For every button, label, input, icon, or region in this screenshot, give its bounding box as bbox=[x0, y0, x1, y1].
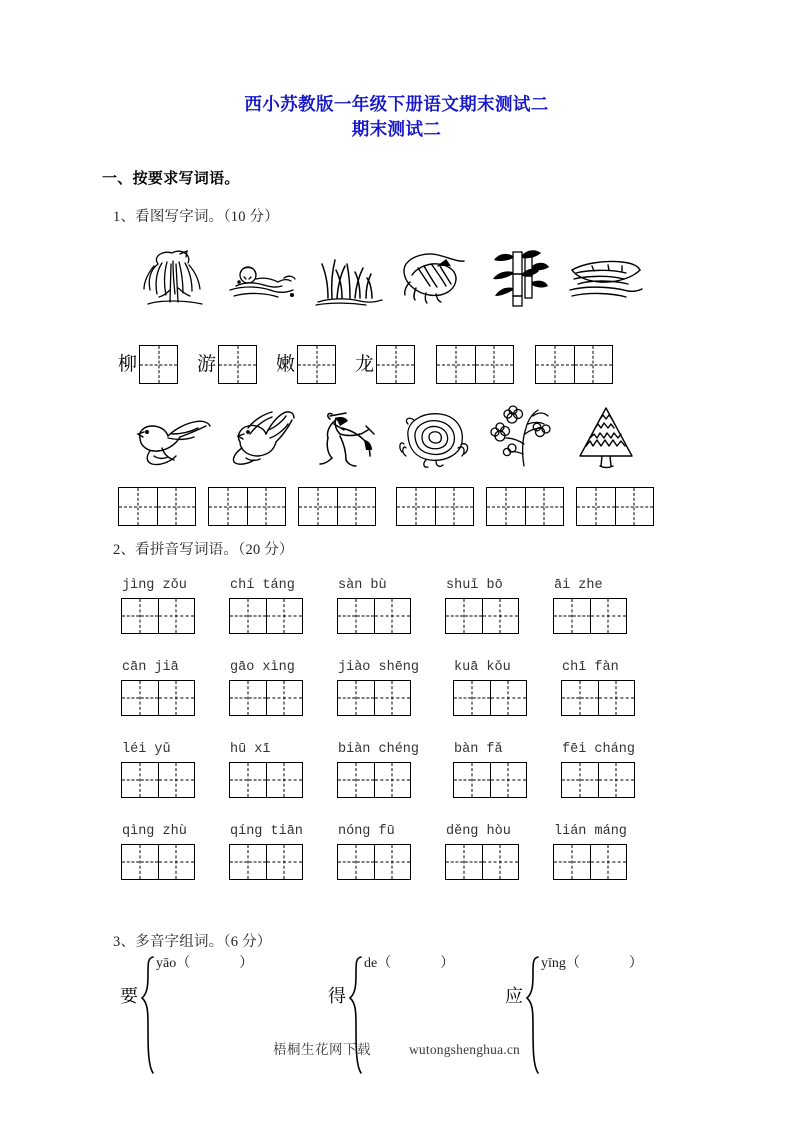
tianzige-box[interactable] bbox=[229, 762, 303, 798]
picture-row-2 bbox=[128, 404, 648, 470]
tianzige-box[interactable] bbox=[453, 762, 527, 798]
question-3-heading: 3、多音字组词。（6 分） bbox=[113, 934, 272, 950]
tianzige-box[interactable] bbox=[486, 487, 564, 526]
duoyinzi-reading-line[interactable]: de（ ） bbox=[364, 956, 455, 971]
tianzige-box[interactable] bbox=[121, 598, 195, 634]
pinyin-row-3 bbox=[121, 742, 635, 798]
pinyin-label: bàn fǎ bbox=[454, 742, 503, 757]
tianzige-box[interactable] bbox=[445, 844, 519, 880]
section-1-heading: 一、按要求写词语。 bbox=[102, 170, 240, 187]
pinyin-row-1 bbox=[121, 578, 627, 634]
shrimp-icon bbox=[392, 246, 478, 308]
pinyin-item bbox=[337, 742, 419, 798]
tree-rings-nest-icon bbox=[392, 404, 478, 470]
pinyin-label: děng hòu bbox=[446, 824, 511, 839]
duoyinzi-row bbox=[0, 955, 793, 1115]
flying-bird-icon bbox=[220, 404, 306, 470]
pinyin-item bbox=[229, 742, 303, 798]
tianzige-box[interactable] bbox=[337, 762, 411, 798]
tianzige-box[interactable] bbox=[218, 345, 257, 384]
tianzige-box[interactable] bbox=[121, 844, 195, 880]
pinyin-item bbox=[229, 660, 303, 716]
pinyin-row-2 bbox=[121, 660, 635, 716]
pinyin-item bbox=[229, 824, 303, 880]
tianzige-box[interactable] bbox=[376, 345, 415, 384]
duoyinzi-reading-line[interactable]: yāo（ ） bbox=[156, 956, 254, 971]
footer bbox=[0, 1038, 793, 1059]
picture-row-1 bbox=[128, 246, 648, 308]
tianzige-box[interactable] bbox=[337, 844, 411, 880]
pinyin-item bbox=[561, 742, 635, 798]
pinyin-item bbox=[229, 578, 303, 634]
tianzige-box[interactable] bbox=[337, 598, 411, 634]
question-2-heading: 2、看拼音写词语。（20 分） bbox=[113, 542, 294, 558]
footer-site-url: wutongshenghua.cn bbox=[408, 1042, 520, 1057]
tianzige-box[interactable] bbox=[553, 598, 627, 634]
tianzige-box[interactable] bbox=[298, 487, 376, 526]
tianzige-box[interactable] bbox=[553, 844, 627, 880]
answer-group bbox=[535, 345, 613, 384]
tianzige-box[interactable] bbox=[121, 762, 195, 798]
boat-icon bbox=[564, 246, 648, 308]
duoyinzi-char: 应 bbox=[505, 986, 523, 1006]
pinyin-item bbox=[453, 742, 527, 798]
pinyin-item bbox=[337, 578, 411, 634]
pinyin-label: qìng zhù bbox=[122, 824, 187, 839]
pinyin-item bbox=[445, 578, 519, 634]
answer-group bbox=[197, 345, 257, 384]
pinyin-item bbox=[121, 742, 195, 798]
tianzige-box[interactable] bbox=[576, 487, 654, 526]
pinyin-label: shuǐ bō bbox=[446, 578, 503, 593]
prompt-char: 游 bbox=[197, 354, 217, 375]
pinyin-item bbox=[553, 578, 627, 634]
pinyin-item bbox=[445, 824, 519, 880]
tianzige-box[interactable] bbox=[208, 487, 286, 526]
duoyinzi-readings bbox=[156, 955, 253, 973]
tianzige-box[interactable] bbox=[297, 345, 336, 384]
pinyin-item bbox=[561, 660, 635, 716]
answer-group bbox=[436, 345, 514, 384]
tianzige-box[interactable] bbox=[561, 680, 635, 716]
pinyin-label: kuā kǒu bbox=[454, 660, 511, 675]
pinyin-label: chī fàn bbox=[562, 660, 619, 675]
title-line-1: 西小苏教版一年级下册语文期末测试二 bbox=[244, 94, 549, 114]
tianzige-box[interactable] bbox=[445, 598, 519, 634]
prompt-char: 嫩 bbox=[276, 354, 296, 375]
tianzige-box[interactable] bbox=[229, 598, 303, 634]
pinyin-label: jiào shēng bbox=[338, 660, 420, 675]
pinyin-item bbox=[121, 578, 195, 634]
question-1-heading: 1、看图写字词。（10 分） bbox=[113, 209, 279, 225]
pinyin-label: lián máng bbox=[554, 824, 627, 839]
pinyin-item bbox=[453, 660, 527, 716]
prompt-char: 龙 bbox=[355, 354, 375, 375]
pinyin-item bbox=[337, 660, 419, 716]
pinyin-item bbox=[337, 824, 411, 880]
pinyin-item bbox=[121, 824, 195, 880]
pinyin-label: sàn bù bbox=[338, 578, 387, 593]
tianzige-box[interactable] bbox=[436, 345, 514, 384]
tianzige-box[interactable] bbox=[396, 487, 474, 526]
tianzige-box[interactable] bbox=[229, 844, 303, 880]
farmer-hoeing-icon bbox=[306, 404, 392, 470]
title-line-2: 期末测试二 bbox=[351, 118, 442, 139]
pinyin-row-4 bbox=[121, 824, 627, 880]
answer-row-1 bbox=[118, 345, 613, 384]
pinyin-label: fēi cháng bbox=[562, 742, 635, 757]
tianzige-box[interactable] bbox=[561, 762, 635, 798]
pinyin-label: léi yǔ bbox=[122, 742, 171, 757]
footer-site-name: 梧桐生花网下载 bbox=[272, 1042, 371, 1057]
pine-tree-icon bbox=[564, 404, 648, 470]
duoyinzi-reading-line[interactable]: yīng（ ） bbox=[541, 956, 643, 971]
flower-branch-icon bbox=[478, 404, 564, 470]
duoyinzi-char: 要 bbox=[120, 986, 138, 1006]
grass-sprouts-icon bbox=[306, 246, 392, 308]
prompt-char: 柳 bbox=[118, 354, 138, 375]
answer-group bbox=[276, 345, 336, 384]
pinyin-label: jìng zǒu bbox=[122, 578, 187, 593]
footer-inner bbox=[273, 1038, 520, 1059]
bamboo-icon bbox=[478, 246, 564, 308]
page-title bbox=[0, 92, 793, 142]
pinyin-label: hū xī bbox=[230, 742, 271, 757]
pinyin-label: chí táng bbox=[230, 578, 295, 593]
swallow-bird-icon bbox=[128, 404, 220, 470]
answer-row-2 bbox=[118, 487, 654, 526]
tianzige-box[interactable] bbox=[139, 345, 178, 384]
pinyin-label: āi zhe bbox=[554, 578, 603, 593]
tianzige-box[interactable] bbox=[453, 680, 527, 716]
pinyin-item bbox=[121, 660, 195, 716]
tianzige-box[interactable] bbox=[229, 680, 303, 716]
pinyin-label: biàn chéng bbox=[338, 742, 420, 757]
answer-group bbox=[355, 345, 415, 384]
pinyin-label: cān jiā bbox=[122, 660, 179, 675]
duoyinzi-readings bbox=[364, 955, 454, 973]
pinyin-label: qíng tiān bbox=[230, 824, 303, 839]
pinyin-item bbox=[553, 824, 627, 880]
pinyin-label: gāo xìng bbox=[230, 660, 295, 675]
tianzige-box[interactable] bbox=[121, 680, 195, 716]
tianzige-box[interactable] bbox=[118, 487, 196, 526]
pinyin-label: nóng fū bbox=[338, 824, 395, 839]
tianzige-box[interactable] bbox=[337, 680, 411, 716]
person-swimming-icon bbox=[220, 246, 306, 308]
duoyinzi-readings bbox=[541, 955, 643, 973]
duoyinzi-char: 得 bbox=[328, 986, 346, 1006]
willow-tree-icon bbox=[128, 246, 220, 308]
answer-group bbox=[118, 345, 178, 384]
tianzige-box[interactable] bbox=[535, 345, 613, 384]
